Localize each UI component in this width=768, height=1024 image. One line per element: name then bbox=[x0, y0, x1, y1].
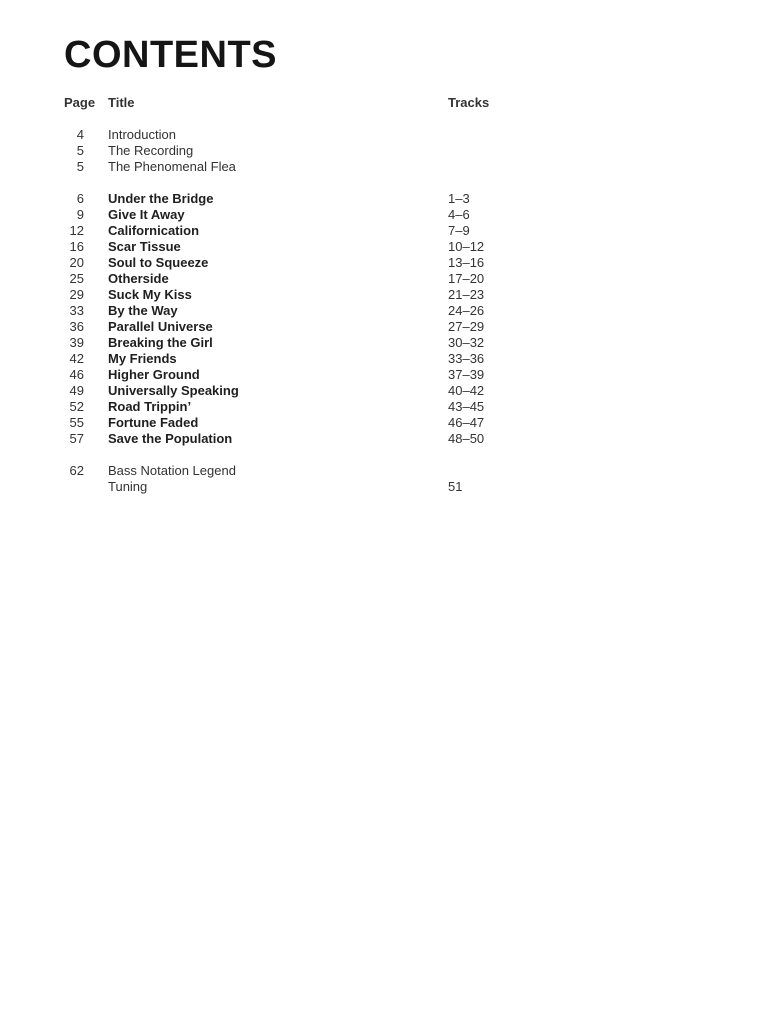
toc-entry-title: Under the Bridge bbox=[108, 191, 214, 206]
toc-entry-tracks: 43–45 bbox=[448, 399, 485, 414]
toc-row bbox=[64, 351, 728, 367]
toc-page-number: 33 bbox=[69, 303, 84, 318]
toc-page-number: 12 bbox=[69, 223, 84, 238]
toc-entry-tracks: 10–12 bbox=[448, 239, 485, 254]
toc-entry-tracks: 17–20 bbox=[448, 271, 485, 286]
toc-page-number: 9 bbox=[76, 207, 84, 222]
toc-page-number: 5 bbox=[76, 159, 84, 174]
toc-page-number: 42 bbox=[69, 351, 84, 366]
toc-page-number: 16 bbox=[69, 239, 84, 254]
toc-page-number: 5 bbox=[76, 143, 84, 158]
toc-entry-tracks: 13–16 bbox=[448, 255, 485, 270]
toc-entry-tracks: 48–50 bbox=[448, 431, 485, 446]
toc-entry-title: My Friends bbox=[108, 351, 177, 366]
toc-row bbox=[64, 191, 728, 207]
toc-entry-title: Save the Population bbox=[108, 431, 233, 446]
toc-entry-title: Scar Tissue bbox=[108, 239, 181, 254]
toc-entry-title: Parallel Universe bbox=[108, 319, 213, 334]
toc-section-back-matter bbox=[64, 463, 728, 495]
toc-row bbox=[64, 255, 728, 271]
toc-page-number: 25 bbox=[69, 271, 84, 286]
toc-entry-title: Soul to Squeeze bbox=[108, 255, 209, 270]
toc-row bbox=[64, 479, 728, 495]
toc-row bbox=[64, 303, 728, 319]
toc-row bbox=[64, 143, 728, 159]
toc-entry-tracks: 4–6 bbox=[448, 207, 470, 222]
toc-entry-tracks: 21–23 bbox=[448, 287, 485, 302]
toc-entry-title: Bass Notation Legend bbox=[108, 463, 236, 478]
toc-entry-tracks: 27–29 bbox=[448, 319, 485, 334]
toc-section-front-matter bbox=[64, 127, 728, 175]
toc-entry-title: By the Way bbox=[108, 303, 178, 318]
toc-entry-title: Otherside bbox=[108, 271, 169, 286]
toc-page-number: 4 bbox=[76, 127, 84, 142]
toc-entry-title: Californication bbox=[108, 223, 200, 238]
toc-row bbox=[64, 223, 728, 239]
toc-page-number: 36 bbox=[69, 319, 84, 334]
toc-entry-title: Road Trippin’ bbox=[108, 399, 192, 414]
toc-entry-tracks: 7–9 bbox=[448, 223, 470, 238]
toc-entry-tracks: 51 bbox=[448, 479, 463, 494]
toc-page-number: 6 bbox=[76, 191, 84, 206]
toc-row bbox=[64, 271, 728, 287]
toc-entry-title: Higher Ground bbox=[108, 367, 200, 382]
toc-row bbox=[64, 159, 728, 175]
toc-entry-title: Fortune Faded bbox=[108, 415, 199, 430]
column-header-title: Title bbox=[108, 95, 135, 110]
column-header-page: Page bbox=[64, 95, 96, 110]
column-header-tracks: Tracks bbox=[448, 95, 490, 110]
toc-page-number: 49 bbox=[69, 383, 84, 398]
toc-entry-tracks: 1–3 bbox=[448, 191, 470, 206]
toc-entry-title: Breaking the Girl bbox=[108, 335, 213, 350]
toc-row bbox=[64, 367, 728, 383]
page-title: CONTENTS bbox=[64, 34, 277, 76]
toc-entry-title: The Recording bbox=[108, 143, 194, 158]
toc-entry-title: Tuning bbox=[108, 479, 148, 494]
toc-row bbox=[64, 127, 728, 143]
toc-entry-tracks: 37–39 bbox=[448, 367, 485, 382]
toc-row bbox=[64, 287, 728, 303]
toc-row bbox=[64, 399, 728, 415]
toc-entry-tracks: 40–42 bbox=[448, 383, 485, 398]
toc-entry-title: The Phenomenal Flea bbox=[108, 159, 236, 174]
toc-row bbox=[64, 383, 728, 399]
toc-row bbox=[64, 415, 728, 431]
toc-row bbox=[64, 335, 728, 351]
toc-entry-title: Introduction bbox=[108, 127, 176, 142]
toc-entry-tracks: 33–36 bbox=[448, 351, 485, 366]
toc-page-number: 55 bbox=[69, 415, 84, 430]
toc-entry-title: Universally Speaking bbox=[108, 383, 239, 398]
toc-row bbox=[64, 239, 728, 255]
toc-page-number: 52 bbox=[69, 399, 84, 414]
toc-entry-title: Suck My Kiss bbox=[108, 287, 192, 302]
toc-row bbox=[64, 207, 728, 223]
toc-column-headers bbox=[64, 95, 728, 111]
toc-row bbox=[64, 431, 728, 447]
toc-entry-tracks: 46–47 bbox=[448, 415, 485, 430]
toc-page-number: 46 bbox=[69, 367, 84, 382]
toc-entry-tracks: 30–32 bbox=[448, 335, 485, 350]
toc-page-number: 62 bbox=[69, 463, 84, 478]
toc-body bbox=[64, 127, 728, 495]
toc-page-number: 29 bbox=[69, 287, 84, 302]
toc-page-number: 20 bbox=[69, 255, 84, 270]
toc-entry-title: Give It Away bbox=[108, 207, 185, 222]
toc-entry-tracks: 24–26 bbox=[448, 303, 485, 318]
toc-row bbox=[64, 319, 728, 335]
toc-page-number: 39 bbox=[69, 335, 84, 350]
toc-page-number: 57 bbox=[69, 431, 84, 446]
toc-row bbox=[64, 463, 728, 479]
toc-section-songs bbox=[64, 191, 728, 447]
